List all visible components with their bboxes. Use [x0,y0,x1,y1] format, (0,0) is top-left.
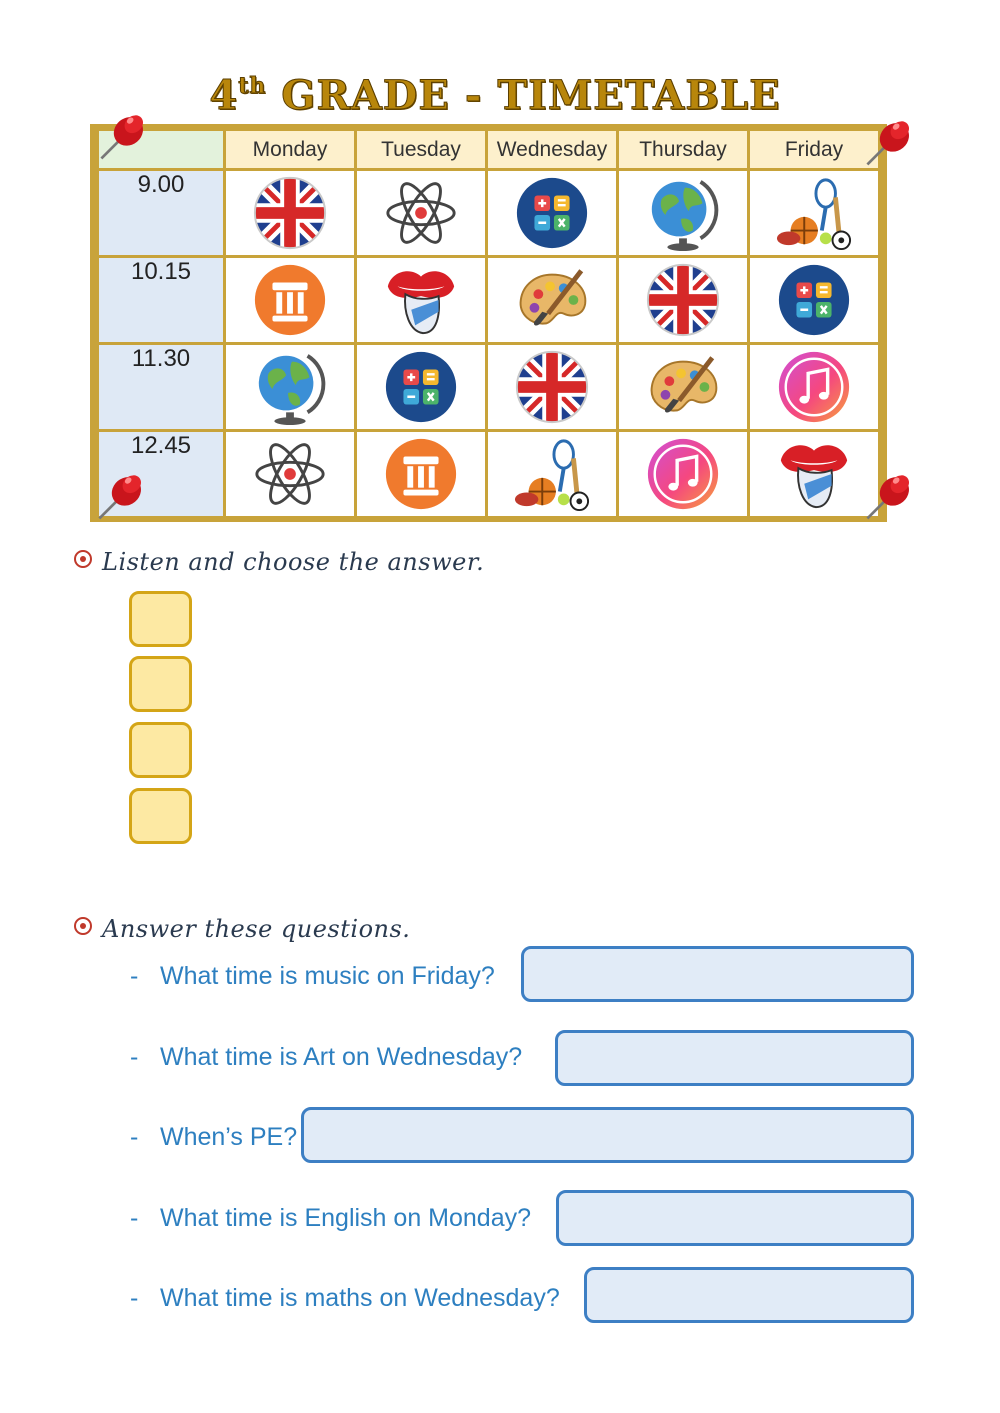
geography-globe-icon [251,348,329,426]
question-text: What time is maths on Wednesday? [160,1284,560,1312]
questions-instruction-text: Answer these questions. [102,915,411,943]
history-column-icon [382,435,460,513]
pin-icon [94,468,148,522]
music-note-icon [775,348,853,426]
subject-cell [749,170,880,257]
question-text: When’s PE? [160,1123,298,1151]
timetable-row [98,431,880,518]
answer-choice-box[interactable] [129,656,192,712]
pin-icon [862,468,916,522]
day-header: Tuesday [356,130,487,170]
pin-icon [862,114,916,168]
answer-field[interactable] [584,1267,914,1323]
title-rest: GRADE - TIMETABLE [266,72,781,119]
answer-choice-box[interactable] [129,591,192,647]
listen-instruction [74,548,484,576]
day-header: Wednesday [487,130,618,170]
question-item: - What time is English on Monday? [130,1204,532,1232]
subject-cell [487,344,618,431]
timetable-row [98,344,880,431]
maths-calculator-icon [382,348,460,426]
title-suffix: th [238,73,267,99]
subject-cell [225,170,356,257]
subject-cell [487,431,618,518]
subject-cell [225,431,356,518]
subject-cell [356,170,487,257]
question-item: - What time is Art on Wednesday? [130,1043,523,1071]
time-cell: 11.30 [98,344,225,431]
answer-choice-box[interactable] [129,722,192,778]
subject-cell [225,344,356,431]
answer-choice-box[interactable] [129,788,192,844]
questions-instruction [74,915,410,943]
geography-globe-icon [644,174,722,252]
subject-cell [749,344,880,431]
answer-field[interactable] [555,1030,914,1086]
day-header: Friday [749,130,880,170]
art-palette-icon [644,348,722,426]
question-text: What time is music on Friday? [160,962,495,990]
question-text: What time is English on Monday? [160,1204,532,1232]
timetable-header-row [98,130,880,170]
subject-cell [618,344,749,431]
day-header: Monday [225,130,356,170]
day-header: Thursday [618,130,749,170]
answer-field[interactable] [301,1107,914,1163]
pin-icon [96,108,150,162]
subject-cell [487,257,618,344]
subject-cell [225,257,356,344]
time-cell: 9.00 [98,170,225,257]
timetable-board [90,124,887,522]
timetable-row [98,257,880,344]
language-tongue-icon [775,435,853,513]
time-cell: 10.15 [98,257,225,344]
language-tongue-icon [382,261,460,339]
subject-cell [356,257,487,344]
english-flag-icon [644,261,722,339]
subject-cell [618,170,749,257]
subject-cell [356,431,487,518]
subject-cell [749,431,880,518]
answer-field[interactable] [556,1190,914,1246]
subject-cell [356,344,487,431]
art-palette-icon [513,261,591,339]
time-cell: 12.45 [98,431,225,518]
timetable [96,128,881,519]
subject-cell [487,170,618,257]
subject-cell [618,257,749,344]
english-flag-icon [251,174,329,252]
listen-instruction-text: Listen and choose the answer. [102,548,485,576]
target-bullet-icon [74,550,92,568]
timetable-row [98,170,880,257]
pe-sports-icon [513,435,591,513]
science-atom-icon [251,435,329,513]
question-item: - When’s PE? [130,1123,298,1151]
pe-sports-icon [775,174,853,252]
target-bullet-icon [74,917,92,935]
subject-cell [618,431,749,518]
maths-calculator-icon [513,174,591,252]
question-item: - What time is music on Friday? [130,962,495,990]
answer-field[interactable] [521,946,914,1002]
subject-cell [749,257,880,344]
title-grade: 4 [209,72,239,119]
question-text: What time is Art on Wednesday? [160,1043,523,1071]
music-note-icon [644,435,722,513]
science-atom-icon [382,174,460,252]
english-flag-icon [513,348,591,426]
question-item: - What time is maths on Wednesday? [130,1284,560,1312]
maths-calculator-icon [775,261,853,339]
history-column-icon [251,261,329,339]
